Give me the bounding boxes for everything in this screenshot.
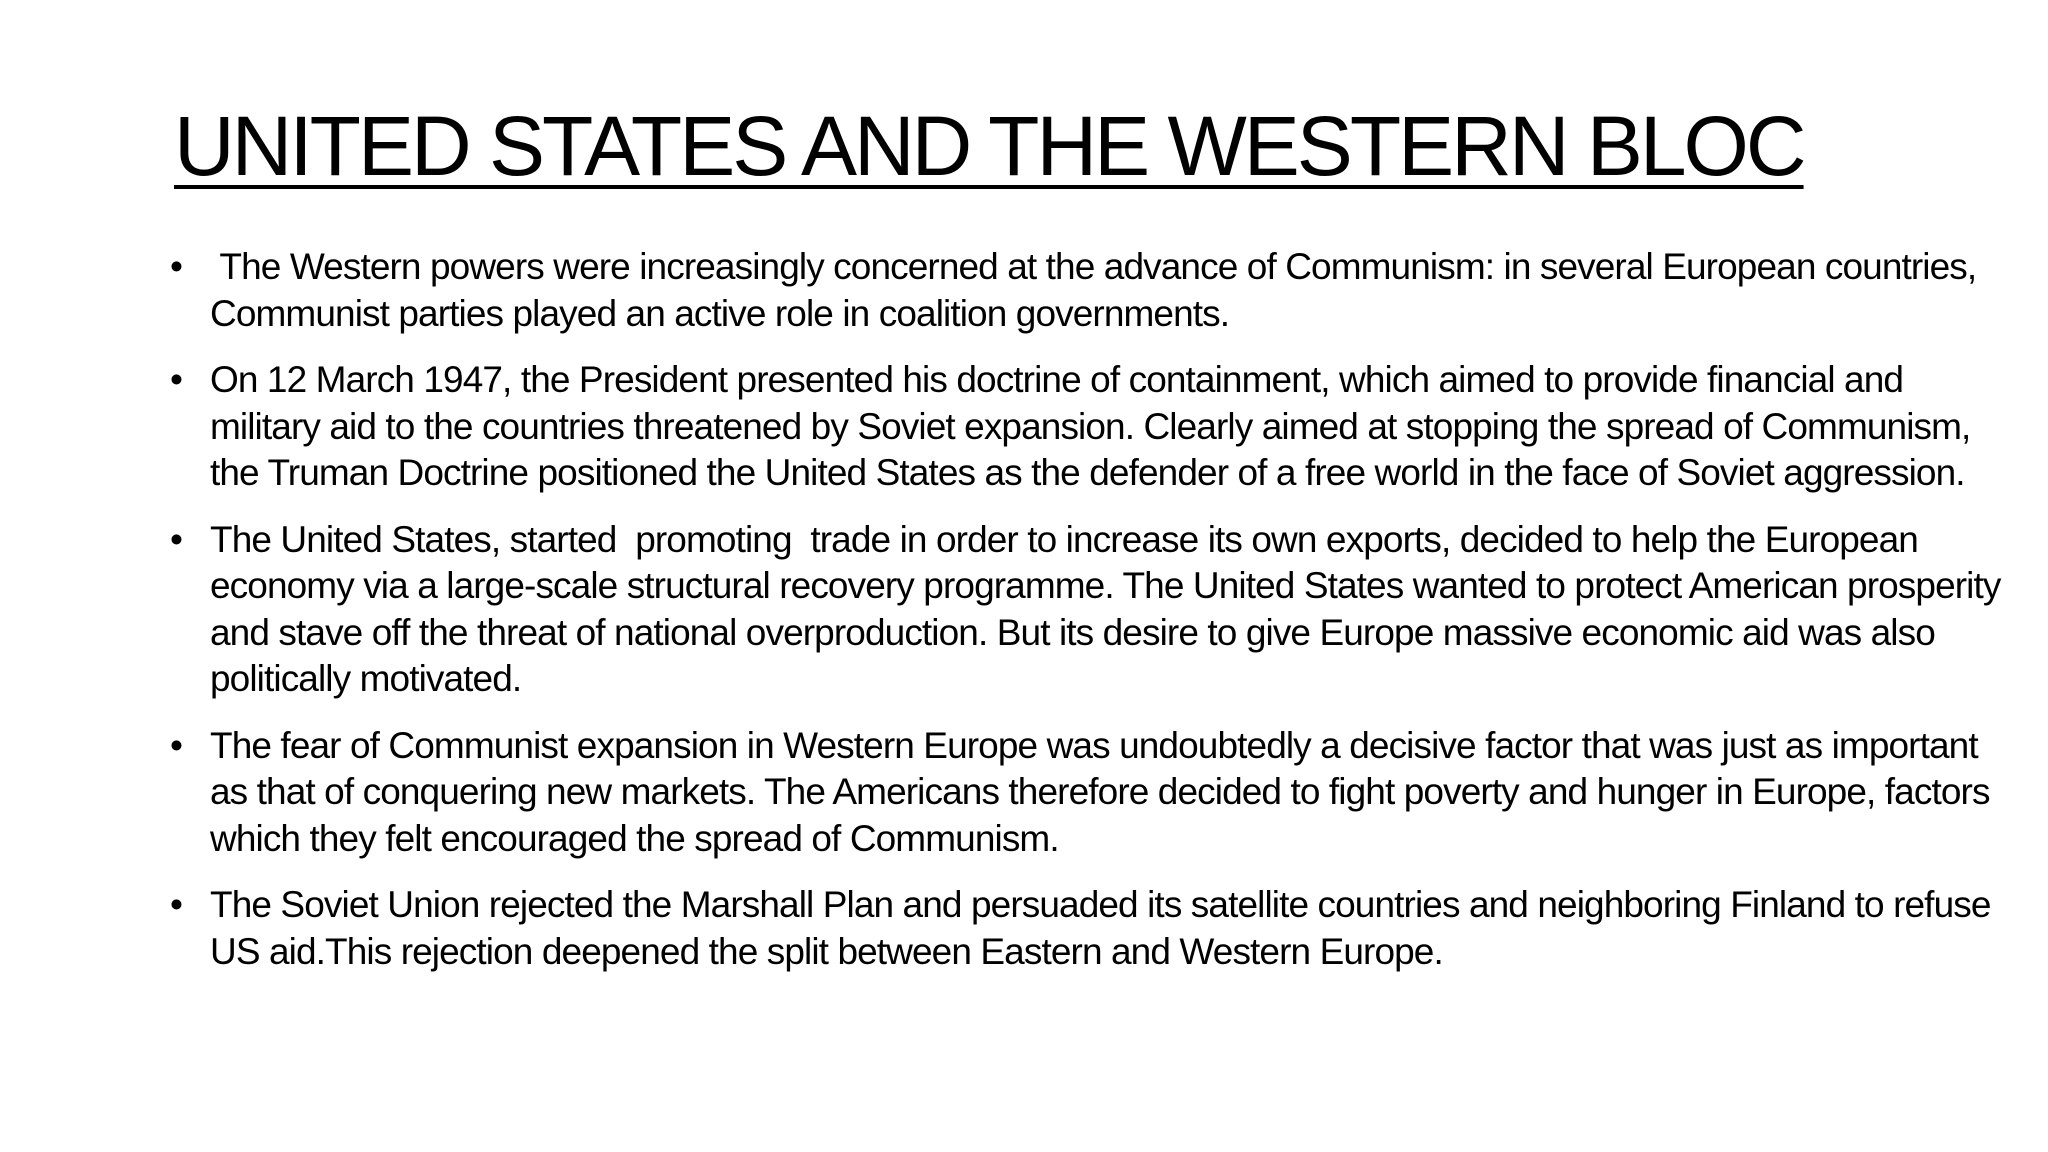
bullet-text: On 12 March 1947, the President presented his doctrine of containment, which aimed to provide financial and military aid to the countries threatened by Soviet expansion. Clearly aimed at stopping the spread of Communism, the Truman Doctrine positioned the United States as the defender of a free world in the face of Soviet aggression.: [210, 359, 1971, 493]
bullet-item-4: [170, 723, 2010, 863]
bullet-item-5: [170, 882, 2010, 975]
slide-title: UNITED STATES AND THE WESTERN BLOC: [174, 99, 1804, 193]
bullet-icon: •: [170, 724, 183, 766]
bullet-item-2: [170, 357, 2010, 497]
bullet-text: The Soviet Union rejected the Marshall Plan and persuaded its satellite countries and neighboring Finland to refuse US aid.This rejection deepened the split between Eastern and Western Europe.: [210, 884, 1991, 972]
bullet-icon: •: [170, 518, 183, 560]
bullet-text: The United States, started promoting trade in order to increase its own exports, decided to help the European economy via a large-scale structural recovery programme. The United States wanted to protect American prosperity and stave off the threat of national overproduction. But its desire to give Europe massive economic aid was also politically motivated.: [210, 518, 2010, 699]
bullet-icon: •: [170, 246, 183, 287]
bullet-text: The Western powers were increasingly concerned at the advance of Communism: in several European countries, Communist parties played an active role in coalition governments.: [210, 246, 1986, 334]
bullet-icon: •: [170, 884, 183, 925]
bullet-icon: •: [170, 359, 183, 400]
bullet-list: [170, 244, 2010, 995]
bullet-item-1: [170, 244, 2010, 337]
bullet-item-3: [170, 517, 2010, 703]
bullet-text: The fear of Communist expansion in Western Europe was undoubtedly a decisive factor that was just as important as that of conquering new markets. The Americans therefore decided to fight poverty and hunger in Europe, factors which they felt encouraged the spread of Communism.: [210, 724, 1990, 859]
